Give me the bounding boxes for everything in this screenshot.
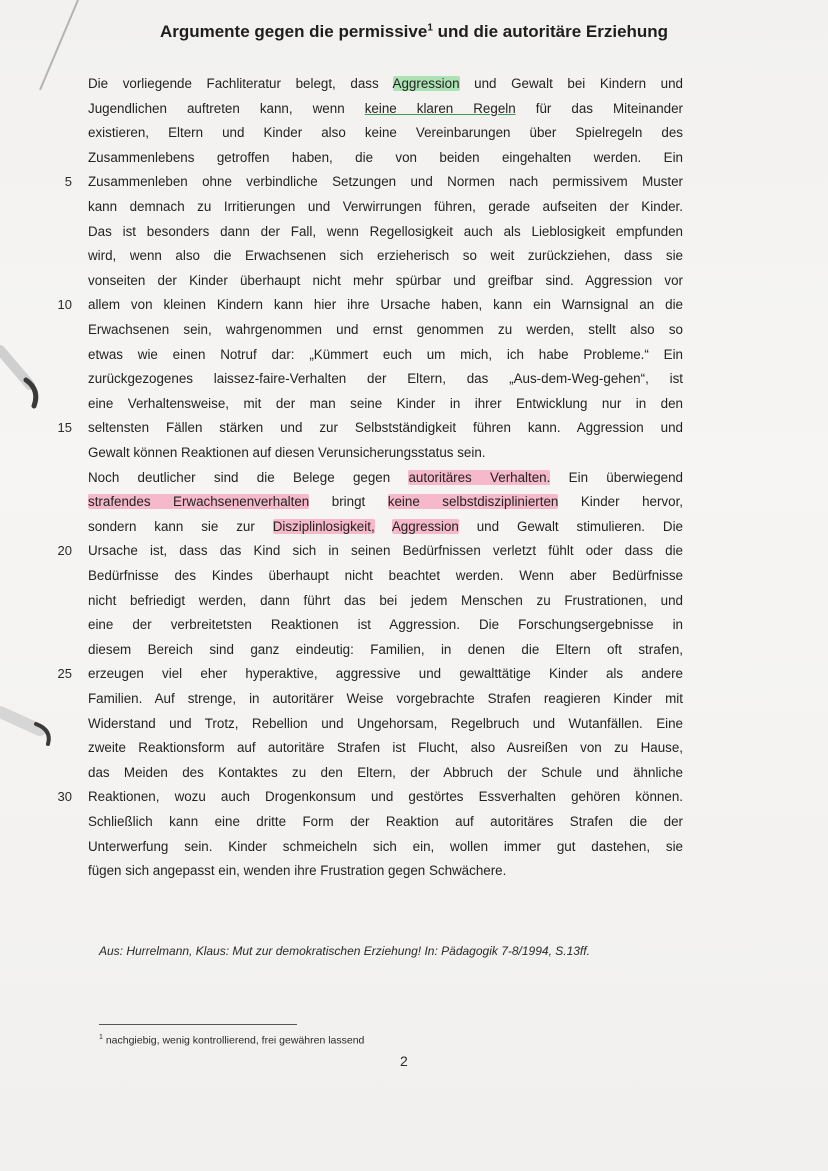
text-segment: etwas wie einen Notruf dar: „Kümmert euch um mich, ich habe Probleme.“ Ein xyxy=(88,347,683,362)
text-line xyxy=(88,148,683,168)
text-line xyxy=(88,566,683,586)
text-segment: eine der verbreitetsten Reaktionen ist Aggression. Die Forschungsergebnisse in xyxy=(88,617,683,632)
text-segment: eine Verhaltensweise, mit der man seine Kinder in ihrer Entwicklung nur in den xyxy=(88,396,683,411)
text-segment: diesem Bereich sind ganz eindeutig: Familien, in denen die Eltern oft strafen, xyxy=(88,642,683,657)
line-number: 15 xyxy=(57,420,72,435)
highlight-green: Aggression xyxy=(392,76,460,91)
line-number: 5 xyxy=(64,174,72,189)
text-line xyxy=(88,74,683,94)
text-segment: Das ist besonders dann der Fall, wenn Regellosigkeit auch als Lieblosigkeit empfunden xyxy=(88,224,683,239)
text-line xyxy=(88,394,683,414)
text-segment: seltensten Fällen stärken und zur Selbstständigkeit führen kann. Aggression und xyxy=(88,420,683,435)
text-line xyxy=(88,664,683,684)
line-number: 10 xyxy=(57,297,72,312)
text-segment xyxy=(375,519,392,534)
text-segment: existieren, Eltern und Kinder also keine Vereinbarungen über Spielregeln des xyxy=(88,125,683,140)
text-line xyxy=(88,591,683,611)
text-segment: Zusammenlebens getroffen haben, die von beiden eingehalten werden. Ein xyxy=(88,150,683,165)
footnote-text: nachgiebig, wenig kontrollierend, frei gewähren lassend xyxy=(102,1034,365,1047)
highlight-pink: autoritäres Verhalten. xyxy=(408,470,551,485)
footnote xyxy=(99,1034,364,1047)
text-line xyxy=(88,714,683,734)
pen-shadow-icon-2 xyxy=(0,700,60,750)
text-line xyxy=(88,468,683,488)
text-segment: allem von kleinen Kindern kann hier ihre Ursache haben, kann ein Warnsignal an die xyxy=(88,297,683,312)
text-segment: Jugendlichen auftreten kann, wenn xyxy=(88,101,365,116)
text-line xyxy=(88,246,683,266)
text-line xyxy=(88,812,683,832)
text-line xyxy=(88,369,683,389)
text-line xyxy=(88,861,683,881)
highlight-pink: Disziplinlosigkeit, xyxy=(272,519,375,534)
text-line xyxy=(88,763,683,783)
text-segment: fügen sich angepasst ein, wenden ihre Frustration gegen Schwächere. xyxy=(88,863,507,878)
text-segment: Schließlich kann eine dritte Form der Reaktion auf autoritäres Strafen die der xyxy=(88,814,683,829)
text-segment: Ein überwiegend xyxy=(550,470,683,485)
text-line xyxy=(88,837,683,857)
text-segment: Die vorliegende Fachliteratur belegt, dass xyxy=(88,76,393,91)
text-segment: das Meiden des Kontaktes zu den Eltern, der Abbruch der Schule und ähnliche xyxy=(88,765,683,780)
text-segment: sondern kann sie zur xyxy=(88,519,273,534)
footnote-divider xyxy=(99,1024,297,1025)
page-title: Argumente gegen die permissive$^1$ und die autoritäre Erziehung xyxy=(159,22,669,41)
text-line xyxy=(88,492,683,512)
text-segment: und Gewalt bei Kindern und xyxy=(459,76,683,91)
text-line xyxy=(88,541,683,561)
highlight-pink: keine selbstdisziplinierten xyxy=(387,494,559,509)
text-line xyxy=(88,295,683,315)
line-number: 25 xyxy=(57,666,72,681)
highlight-underline: keine klaren Regeln xyxy=(364,101,516,116)
text-line xyxy=(88,689,683,709)
text-line xyxy=(88,640,683,660)
highlight-pink: Aggression xyxy=(391,519,459,534)
text-segment: nicht befriedigt werden, dann führt das bei jedem Menschen zu Frustrationen, und xyxy=(88,593,683,608)
text-segment: für das Miteinander xyxy=(515,101,683,116)
text-segment: erzeugen viel eher hyperaktive, aggressive und gewalttätige Kinder als andere xyxy=(88,666,683,681)
text-line xyxy=(88,123,683,143)
pen-shadow-icon xyxy=(0,340,50,410)
text-line xyxy=(88,99,683,119)
text-line xyxy=(88,615,683,635)
title-footnote-ref: 1 xyxy=(427,22,433,34)
text-line xyxy=(88,222,683,242)
text-segment: Zusammenleben ohne verbindliche Setzungen und Normen nach permissivem Muster xyxy=(88,174,683,189)
line-number: 20 xyxy=(57,543,72,558)
text-segment: Kinder hervor, xyxy=(558,494,684,509)
text-segment: Unterwerfung sein. Kinder schmeicheln sich ein, wollen immer gut dastehen, sie xyxy=(88,839,683,854)
highlight-pink: strafendes Erwachsenenverhalten xyxy=(88,494,310,509)
text-line xyxy=(88,320,683,340)
text-line xyxy=(88,172,683,192)
text-line xyxy=(88,345,683,365)
text-segment: Noch deutlicher sind die Belege gegen xyxy=(88,470,409,485)
text-segment: Ursache ist, dass das Kind sich in seinen Bedürfnissen verletzt fühlt oder dass die xyxy=(88,543,683,558)
text-segment: Reaktionen, wozu auch Drogenkonsum und gestörtes Essverhalten gehören können. xyxy=(88,789,683,804)
text-line xyxy=(88,787,683,807)
text-segment: und Gewalt stimulieren. Die xyxy=(458,519,683,534)
text-segment: wird, wenn also die Erwachsenen sich erzieherisch so weit zurückziehen, dass sie xyxy=(88,248,683,263)
text-segment: Widerstand und Trotz, Rebellion und Ungehorsam, Regelbruch und Wutanfällen. Eine xyxy=(88,716,683,731)
text-line xyxy=(88,738,683,758)
text-segment: Familien. Auf strenge, in autoritärer Weise vorgebrachte Strafen reagieren Kinder mit xyxy=(88,691,683,706)
text-segment: vonseiten der Kinder überhaupt nicht mehr spürbar und greifbar sind. Aggression vor xyxy=(88,273,683,288)
text-segment: zweite Reaktionsform auf autoritäre Strafen ist Flucht, also Ausreißen von zu Hause, xyxy=(88,740,683,755)
footnote-marker: 1 xyxy=(99,1034,103,1041)
text-segment: kann demnach zu Irritierungen und Verwirrungen führen, gerade aufseiten der Kinder. xyxy=(88,199,683,214)
line-number: 30 xyxy=(57,789,72,804)
text-line xyxy=(88,271,683,291)
text-line xyxy=(88,197,683,217)
text-segment: bringt xyxy=(309,494,388,509)
text-line xyxy=(88,443,683,463)
source-citation: Aus: Hurrelmann, Klaus: Mut zur demokratischen Erziehung! In: Pädagogik 7-8/1994, S.13ff. xyxy=(99,944,590,958)
text-segment: Erwachsenen sein, wahrgenommen und ernst genommen zu werden, stellt also so xyxy=(88,322,683,337)
text-line xyxy=(88,418,683,438)
page-number: 2 xyxy=(400,1053,408,1069)
text-segment: Bedürfnisse des Kindes überhaupt nicht beachtet werden. Wenn aber Bedürfnisse xyxy=(88,568,683,583)
text-segment: Gewalt können Reaktionen auf diesen Verunsicherungsstatus sein. xyxy=(88,445,486,460)
text-segment: zurückgezogenes laissez-faire-Verhalten der Eltern, das „Aus-dem-Weg-gehen“, ist xyxy=(88,371,683,386)
text-line xyxy=(88,517,683,537)
